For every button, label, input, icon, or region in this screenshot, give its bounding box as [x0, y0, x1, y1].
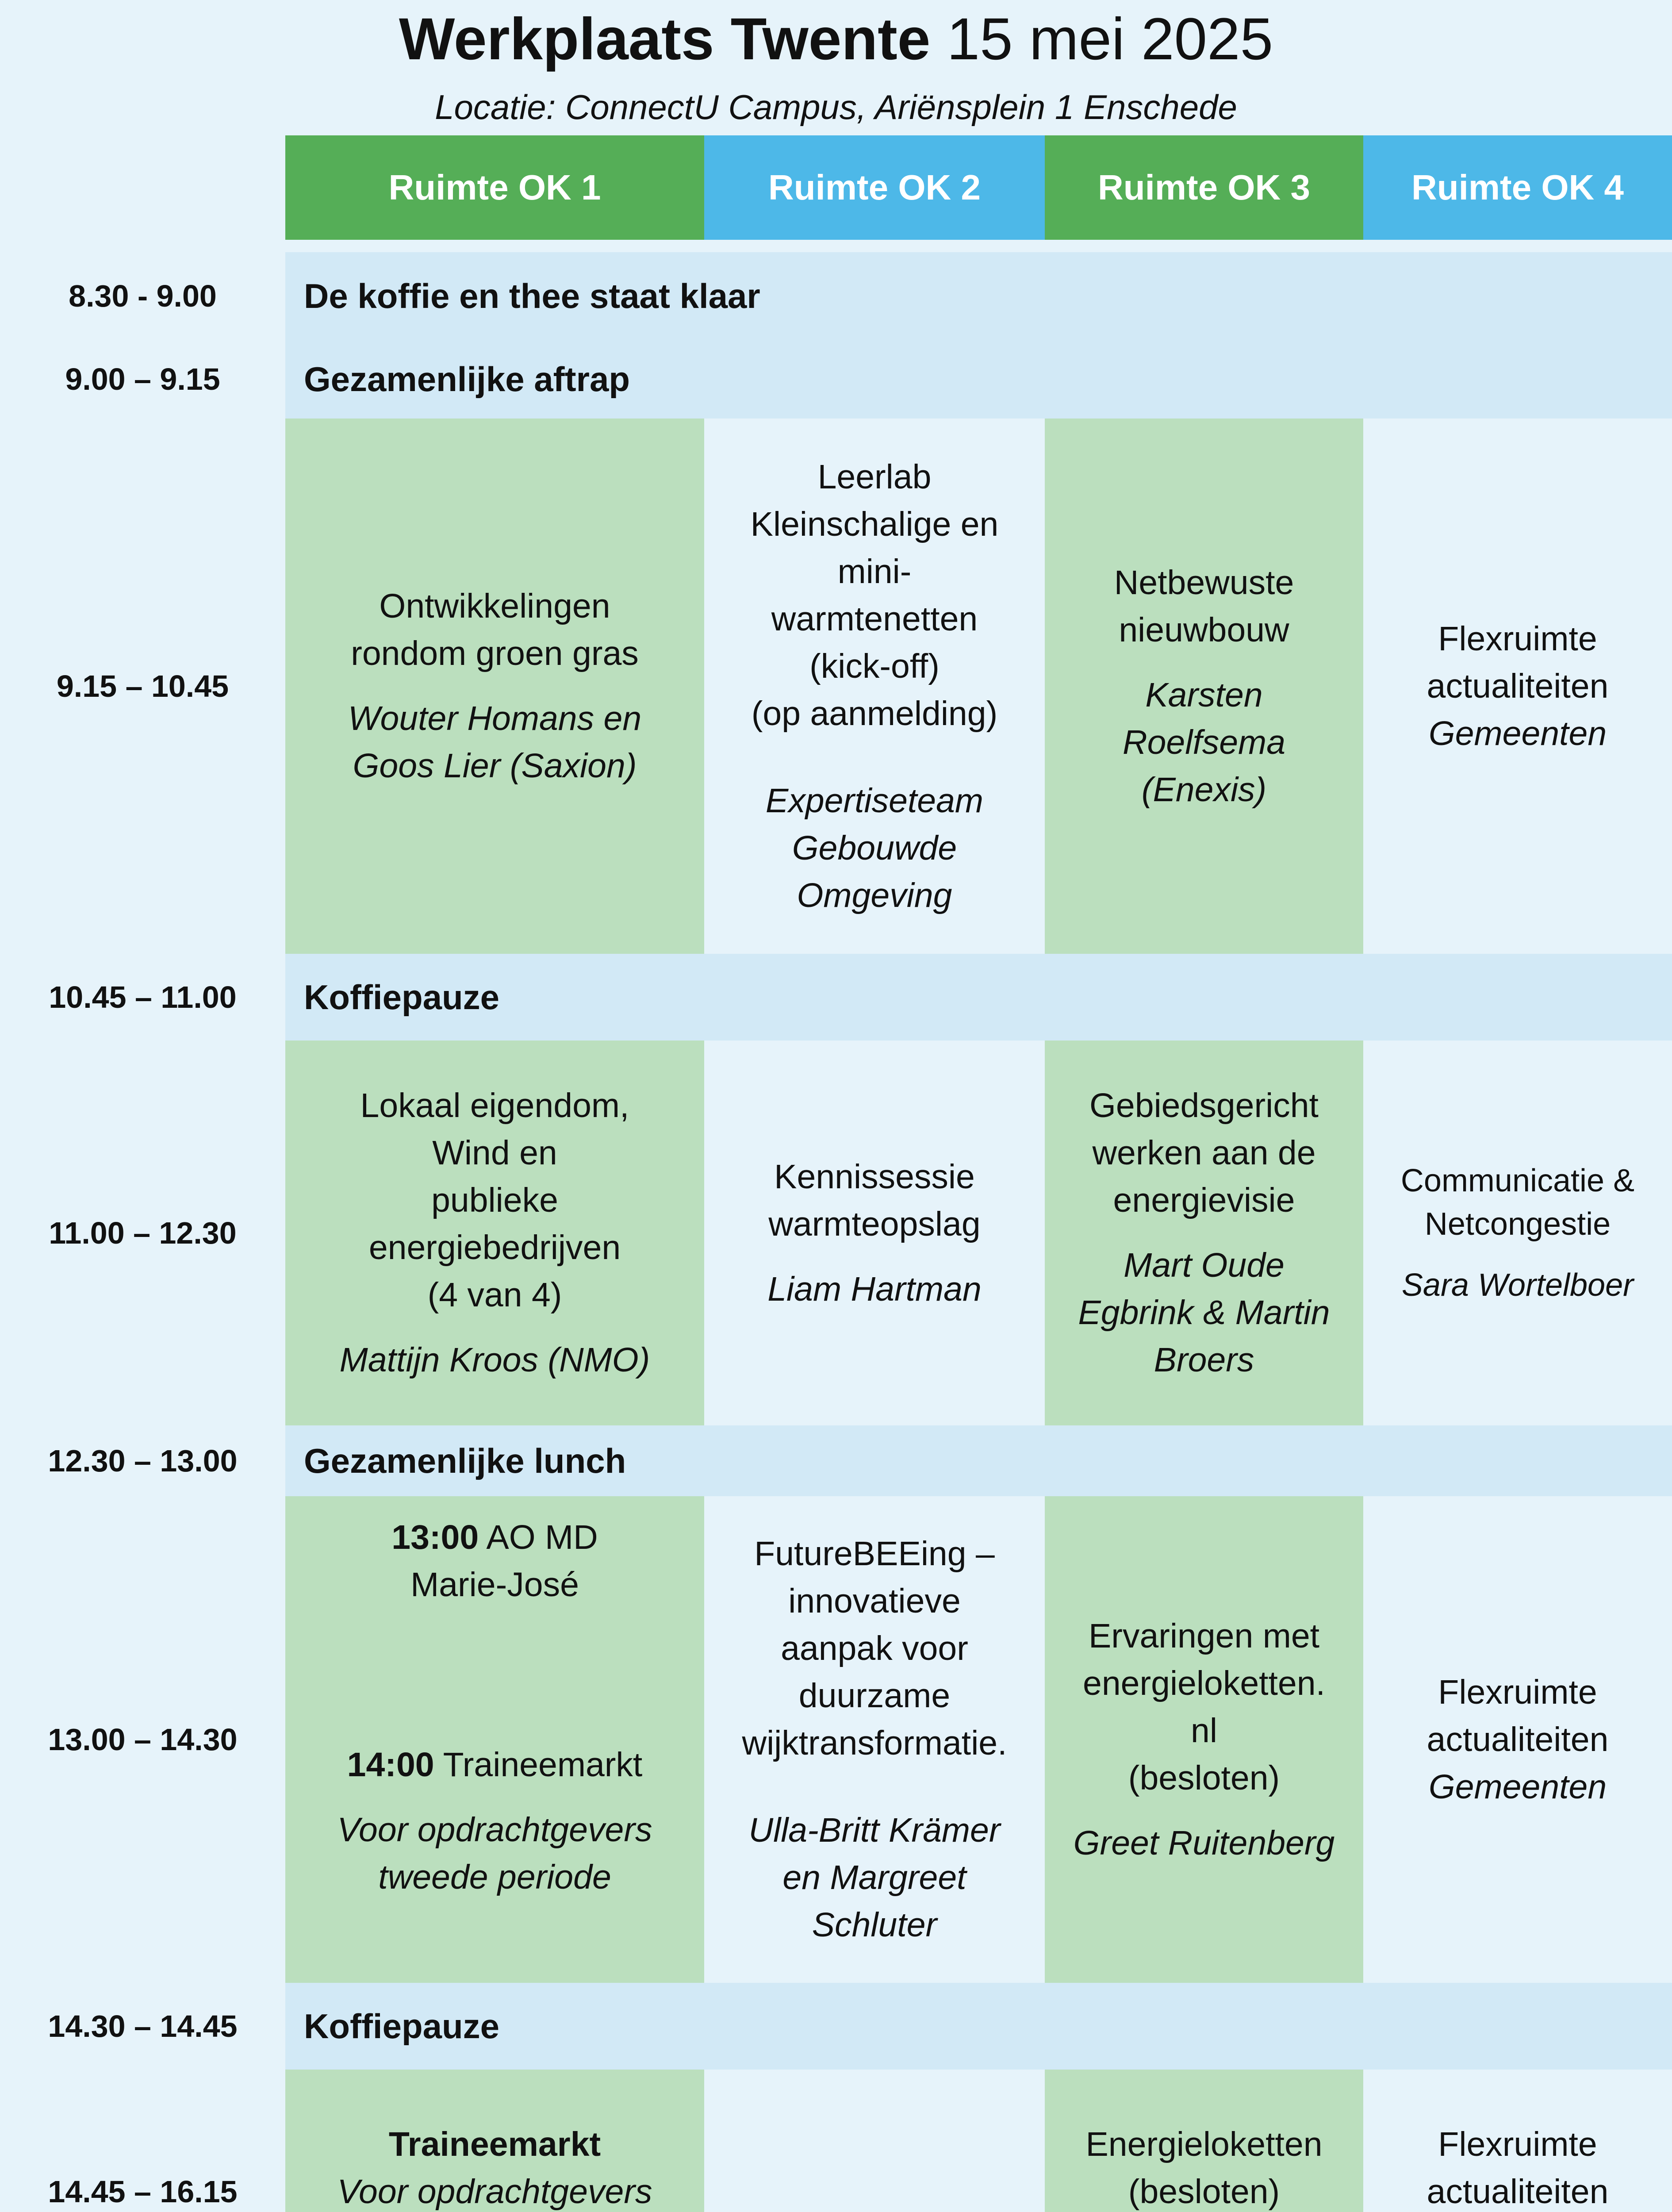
title-date: 15 mei 2025 [947, 6, 1273, 72]
session-title-line: Ontwikkelingen [379, 587, 610, 625]
session-title-line: Traineemarkt [388, 2125, 601, 2163]
session-title-line: duurzame [798, 1677, 951, 1715]
page-title [0, 6, 1672, 73]
session-title-line: nl [1191, 1711, 1217, 1750]
session-title-line: actualiteiten [1427, 2172, 1609, 2211]
session-title-line: Netcongestie [1424, 1206, 1611, 1242]
session-title-line: wijktransformatie. [742, 1724, 1007, 1762]
session-title-line: Ervaringen met [1088, 1617, 1320, 1655]
session-ok1-1 [285, 419, 704, 954]
time-label: 11.00 – 12.30 [49, 1216, 237, 1250]
session-presenter: Omgeving [797, 876, 952, 914]
session-title-line: (4 van 4) [427, 1276, 562, 1314]
session-title-line: Leerlab [817, 457, 932, 496]
session-presenter: Sara Wortelboer [1401, 1267, 1634, 1303]
session-title-line: Flexruimte [1438, 1673, 1597, 1711]
session-ok2-2 [704, 1041, 1045, 1425]
session-title-line: mini- [837, 552, 912, 591]
room-header-ok2: Ruimte OK 2 [704, 135, 1045, 240]
session-ok1-4 [285, 2070, 704, 2212]
session-title-line: (kick-off) [809, 647, 940, 685]
session-title-line: warmtenetten [771, 599, 978, 638]
session-presenter: Voor opdrachtgevers [337, 1811, 652, 1849]
session-title-line: warmteopslag [768, 1205, 981, 1243]
session-presenter: Wouter Homans en [348, 699, 642, 737]
session-ok3-1 [1045, 419, 1363, 954]
session-ok2-4-empty [704, 2070, 1045, 2212]
session-title-line: energievisie [1113, 1181, 1295, 1219]
session-title-line: rondom groen gras [351, 634, 639, 672]
session-title-line: Kleinschalige en [750, 505, 999, 543]
session-title-line: werken aan de [1092, 1134, 1316, 1172]
session-presenter: Gemeenten [1428, 714, 1607, 753]
band-coffee-break: Koffiepauze [285, 1983, 1672, 2070]
session-presenter: Ulla-Britt Krämer [748, 1811, 1001, 1849]
session-ok3-4 [1045, 2070, 1363, 2212]
session-title-line: Kennissessie [774, 1157, 975, 1196]
session-time: 13:00 [391, 1518, 479, 1556]
session-title-line: 14:00 Traineemarkt [347, 1746, 643, 1784]
session-title-line: innovatieve [788, 1582, 961, 1620]
room-header-ok4: Ruimte OK 4 [1363, 135, 1672, 240]
session-presenter: Greet Ruitenberg [1073, 1824, 1335, 1862]
session-presenter: Liam Hartman [767, 1270, 982, 1308]
session-presenter: Mattijn Kroos (NMO) [339, 1341, 650, 1379]
session-time: 14:00 [347, 1746, 434, 1784]
session-ok4-3 [1363, 1496, 1672, 1983]
title-bold: Werkplaats Twente [399, 6, 931, 72]
session-presenter: en Margreet [782, 1859, 966, 1897]
session-title-line: aanpak voor [781, 1629, 968, 1667]
room-header-ok1: Ruimte OK 1 [285, 135, 704, 240]
time-label: 14.30 – 14.45 [48, 2009, 238, 2043]
band-coffee-break: Koffiepauze [285, 954, 1672, 1041]
band-coffee-start: De koffie en thee staat klaar [285, 252, 1672, 340]
session-presenter: Voor opdrachtgevers [337, 2172, 652, 2211]
session-ok4-4 [1363, 2070, 1672, 2212]
time-label: 8.30 - 9.00 [69, 279, 217, 313]
time-label: 12.30 – 13.00 [48, 1444, 238, 1478]
session-title-line: Marie-José [410, 1566, 579, 1604]
session-title-line: Wind en [432, 1134, 557, 1172]
session-title-line: Energieloketten [1085, 2125, 1323, 2163]
session-ok3-3 [1045, 1496, 1363, 1983]
session-presenter: Gebouwde [792, 829, 957, 867]
time-label: 9.00 – 9.15 [65, 362, 220, 396]
time-label: 13.00 – 14.30 [48, 1722, 238, 1757]
session-title-line: Flexruimte [1438, 2125, 1597, 2163]
session-title-line: actualiteiten [1427, 667, 1609, 705]
session-title-line: Netbewuste [1114, 563, 1294, 602]
session-ok2-3 [704, 1496, 1045, 1983]
session-ok1-2 [285, 1041, 704, 1425]
session-presenter: Expertiseteam [765, 781, 984, 820]
session-title-line: Communicatie & [1400, 1163, 1635, 1198]
session-ok3-2 [1045, 1041, 1363, 1425]
session-title-line: energiebedrijven [368, 1229, 621, 1267]
session-presenter: tweede periode [378, 1858, 611, 1896]
time-label: 14.45 – 16.15 [48, 2174, 238, 2209]
session-title-line: Lokaal eigendom, [360, 1087, 629, 1125]
session-presenter: Egbrink & Martin [1078, 1294, 1330, 1332]
room-header-ok3: Ruimte OK 3 [1045, 135, 1363, 240]
session-presenter: Gemeenten [1428, 1767, 1607, 1806]
session-title-line: (op aanmelding) [751, 694, 998, 733]
session-title-line: energieloketten. [1083, 1664, 1325, 1702]
time-label: 10.45 – 11.00 [49, 980, 237, 1014]
session-presenter: Broers [1154, 1341, 1254, 1379]
session-title-line: actualiteiten [1427, 1720, 1609, 1759]
session-title-line: FutureBEEing – [754, 1535, 995, 1573]
session-title-line: Flexruimte [1438, 619, 1597, 658]
session-presenter: Karsten [1145, 676, 1263, 714]
session-ok2-1 [704, 419, 1045, 954]
session-ok1-3 [285, 1496, 704, 1983]
time-label: 9.15 – 10.45 [56, 669, 229, 703]
session-ok4-2 [1363, 1041, 1672, 1425]
session-title-line: publieke [431, 1181, 558, 1219]
location-subtitle: Locatie: ConnectU Campus, Ariënsplein 1 Enschede [435, 88, 1237, 127]
band-kickoff: Gezamenlijke aftrap [285, 340, 1672, 419]
session-ok4-1 [1363, 419, 1672, 954]
session-title-line: (besloten) [1128, 2172, 1280, 2211]
session-title-line: nieuwbouw [1119, 611, 1289, 649]
band-lunch: Gezamenlijke lunch [285, 1425, 1672, 1496]
session-title-line: Gebiedsgericht [1089, 1087, 1319, 1125]
session-title-line: (besloten) [1128, 1759, 1280, 1797]
session-presenter: Goos Lier (Saxion) [353, 747, 637, 785]
session-presenter: Schluter [812, 1906, 937, 1944]
session-presenter: (Enexis) [1141, 770, 1267, 809]
session-presenter: Mart Oude [1124, 1246, 1285, 1284]
session-title-line: 13:00 AO MD [391, 1518, 598, 1556]
session-presenter: Roelfsema [1122, 723, 1286, 761]
